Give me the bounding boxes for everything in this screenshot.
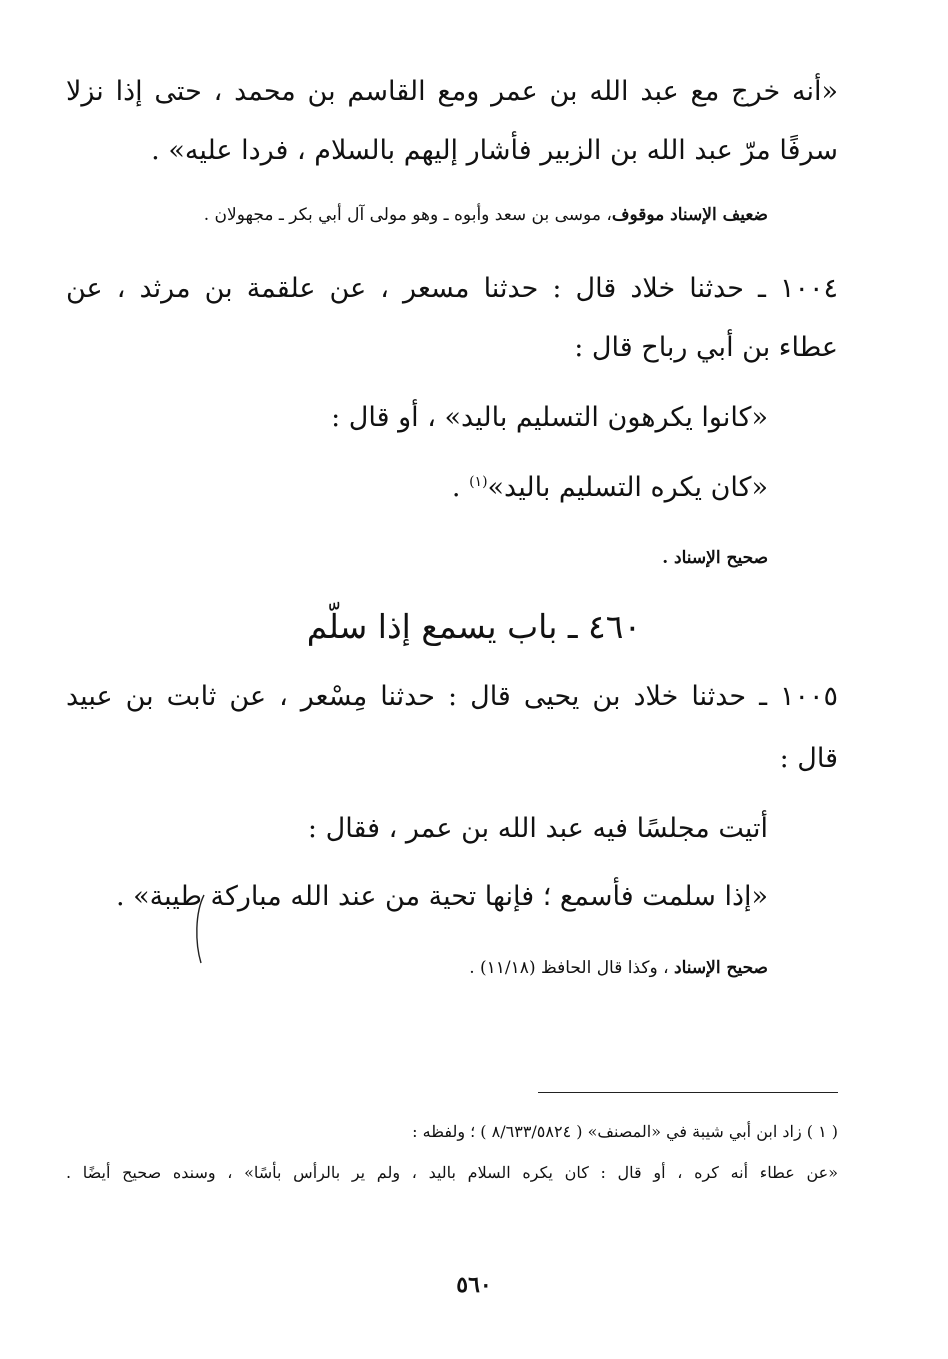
hadith-quote-line: «إذا سلمت فأسمع ؛ فإنها تحية من عند الله مباركة طيبة» . — [116, 881, 768, 912]
footnote-line: ( ١ ) زاد ابن أبي شيبة في «المصنف» ( ٨/٦٣٣/٥٨٢٤ ) ؛ ولفظه : — [412, 1122, 838, 1141]
grading-note — [469, 960, 768, 977]
hadith-text-line: سرفًا مرّ عبد الله بن الزبير فأشار إليهم بالسلام ، فردا عليه» . — [151, 135, 838, 166]
footnote-reference: (١) — [469, 474, 488, 490]
footnote-divider — [538, 1092, 838, 1093]
margin-bracket-mark — [193, 893, 207, 965]
page-number: ٥٦٠ — [456, 1272, 492, 1298]
grading-label: ضعيف الإسناد موقوف — [611, 205, 768, 225]
grading-note: صحيح الإسناد . — [662, 548, 768, 568]
hadith-isnad-line: ١٠٠٤ ـ حدثنا خلاد قال : حدثنا مسعر ، عن علقمة بن مرثد ، عن — [66, 273, 838, 304]
hadith-quote-line: أتيت مجلسًا فيه عبد الله بن عمر ، فقال : — [307, 813, 768, 844]
chapter-heading: ٤٦٠ ـ باب يسمع إذا سلّم — [306, 607, 642, 646]
footnote-line: «عن عطاء أنه كره ، أو قال : كان يكره السلام باليد ، ولم ير بالرأس بأسًا» ، وسنده صحيح أيضًا . — [66, 1163, 838, 1182]
hadith-text-line: «أنه خرج مع عبد الله بن عمر ومع القاسم بن محمد ، حتى إذا نزلا — [66, 76, 838, 107]
hadith-isnad-line: ١٠٠٥ ـ حدثنا خلاد بن يحيى قال : حدثنا مِسْعر ، عن ثابت بن عبيد — [66, 681, 838, 712]
quote-text: «كان يكره التسليم باليد» — [487, 472, 768, 503]
grading-label: صحيح الإسناد — [674, 958, 768, 978]
grading-detail: ، موسى بن سعد وأبوه ـ وهو مولى آل أبي بكر ـ مجهولان . — [203, 205, 612, 225]
hadith-quote-line — [452, 474, 768, 501]
hadith-isnad-line: قال : — [779, 743, 838, 774]
quote-end: . — [451, 472, 470, 503]
hadith-quote-line: «كانوا يكرهون التسليم باليد» ، أو قال : — [331, 402, 768, 433]
grading-note — [204, 207, 768, 224]
hadith-isnad-line: عطاء بن أبي رباح قال : — [574, 332, 838, 363]
grading-detail: ، وكذا قال الحافظ (١١/١٨) . — [469, 958, 675, 978]
